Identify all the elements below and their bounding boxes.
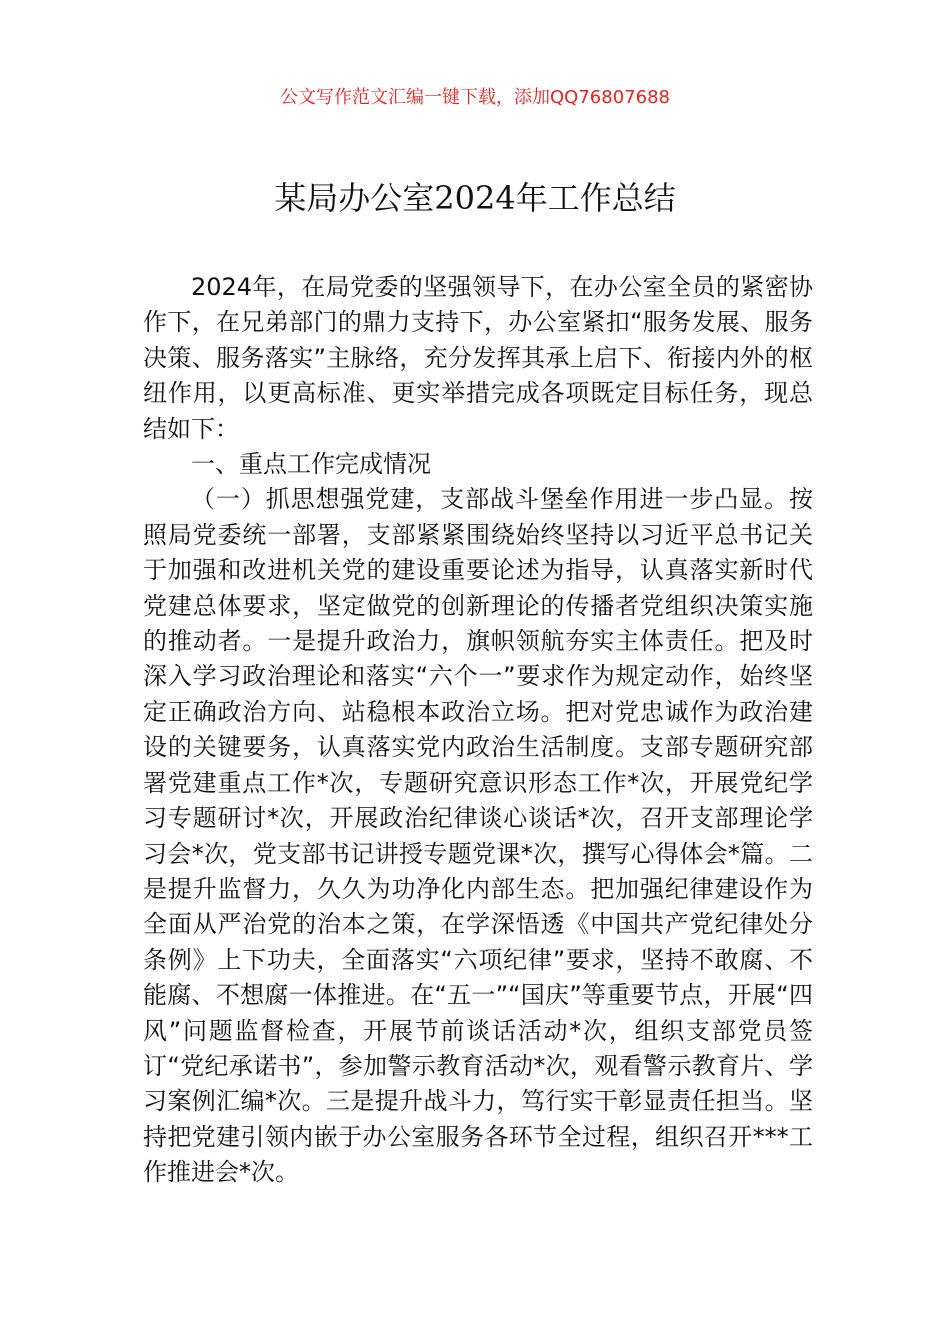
section-paragraph: （一）抓思想强党建，支部战斗堡垒作用进一步凸显。按照局党委统一部署，支部紧紧围绕始终坚持以习近平总书记关于加强和改进机关党的建设重要论述为指导，认真落实新时代党建总体要求，坚定做党的创新理论的传播者党组织决策实施的推动者。一是提升政治力，旗帜领航夯实主体责任。把及时深入学习政治理论和落实“六个一”要求作为规定动作，始终坚定正确政治方向、站稳根本政治立场。把对党忠诚作为政治建设的关键要务，认真落实党内政治生活制度。支部专题研究部署党建重点工作*次，专题研究意识形态工作*次，开展党纪学习专题研讨*次，开展政治纪律谈心谈话*次，召开支部理论学习会*次，党支部书记讲授专题党课*次，撰写心得体会*篇。二是提升监督力，久久为功净化内部生态。把加强纪律建设作为全面从严治党的治本之策，在学深悟透《中国共产党纪律处分条例》上下功夫，全面落实“六项纪律”要求，坚持不敢腐、不能腐、不想腐一体推进。在“五一”“国庆”等重要节点，开展“四风”问题监督检查，开展节前谈话活动*次，组织支部党员签订“党纪承诺书”，参加警示教育活动*次，观看警示教育片、学习案例汇编*次。三是提升战斗力，笃行实干彰显责任担当。坚持把党建引领内嵌于办公室服务各环节全过程，组织召开***工作推进会*次。	[143, 485, 813, 1187]
section-heading: 一、重点工作完成情况	[191, 450, 431, 479]
document-title: 某局办公室2024年工作总结	[274, 179, 676, 217]
intro-paragraph: 2024年，在局党委的坚强领导下，在办公室全员的紧密协作下，在兄弟部门的鼎力支持下，办公室紧扣“服务发展、服务决策、服务落实”主脉络，充分发挥其承上启下、衔接内外的枢纽作用，以更高标准、更实举措完成各项既定目标任务，现总结如下：	[143, 273, 813, 443]
download-banner: 公文写作范文汇编一键下载，添加QQ76807688	[280, 87, 670, 108]
document-body	[143, 270, 813, 1191]
